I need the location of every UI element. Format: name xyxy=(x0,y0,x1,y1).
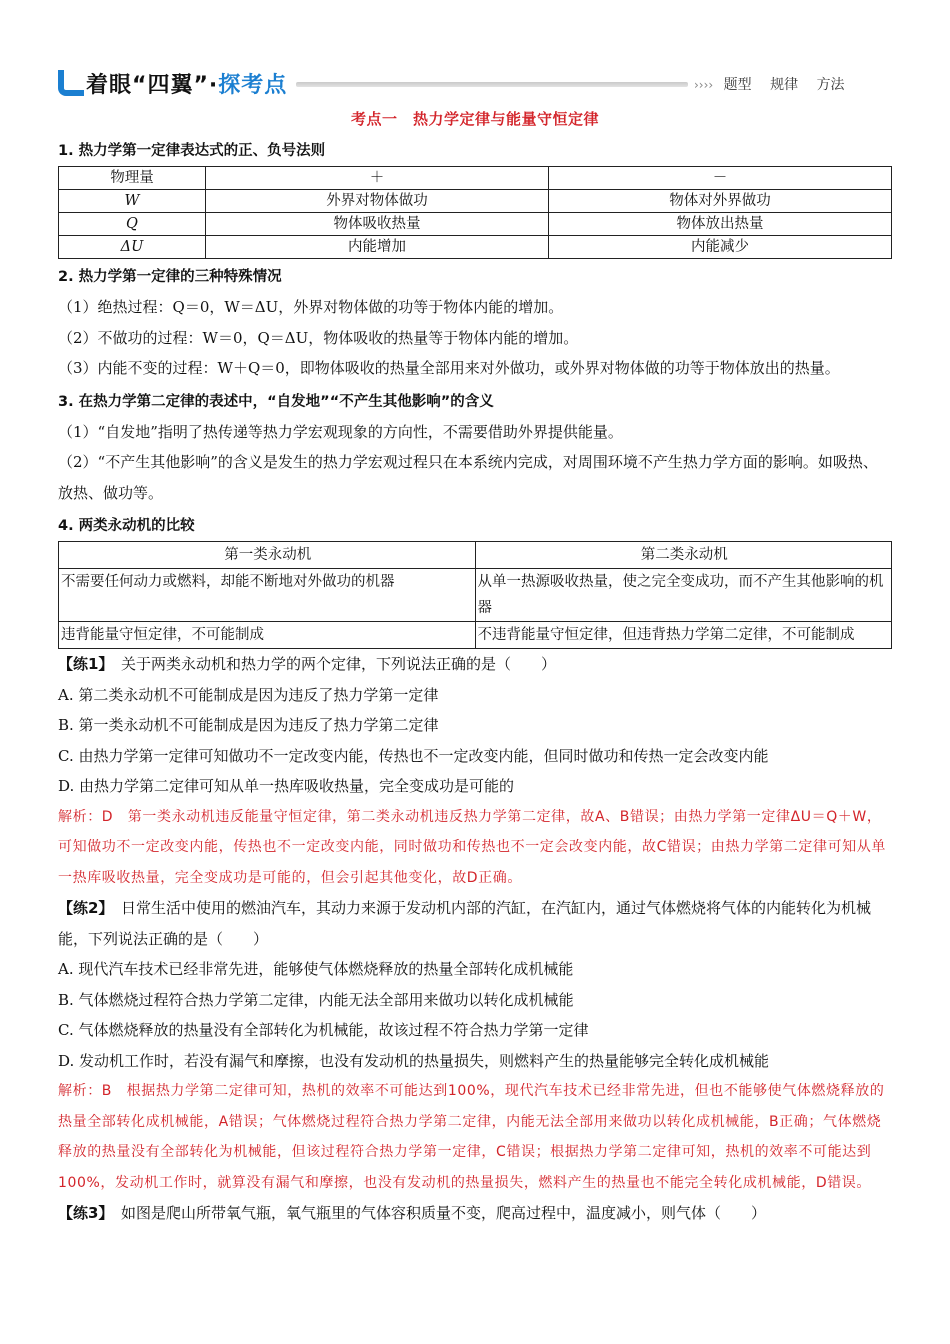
table-cell: ΔU xyxy=(59,236,206,259)
exercise-question: 如图是爬山所带氧气瓶，氧气瓶里的气体容积质量不变，爬高过程中，温度减小，则气体（ ） xyxy=(105,1204,766,1222)
exercise-2-answer xyxy=(58,1076,892,1198)
option-c: C. 气体燃烧释放的热量没有全部转化为机械能，故该过程不符合热力学第一定律 xyxy=(58,1021,589,1039)
meaning-item: （2）“不产生其他影响”的含义是发生的热力学宏观过程只在本系统内完成，对周围环境不产生热力学方面的影响。如吸热、放热、做功等。 xyxy=(58,453,878,502)
table-header-cell: 第一类永动机 xyxy=(59,542,476,569)
logo-bracket-icon xyxy=(58,70,84,96)
answer-text: 根据热力学第二定律可知，热机的效率不可能达到100%，现代汽车技术已经非常先进，但也不能够使气体燃烧释放的热量全部转化成机械能，A错误；气体燃烧过程符合热力学第二定律，内能无法全部用来做功以转化成机械能，B正确；气体燃烧释放的热量没有全部转化为机械能，但该过程符合热力学第一定律，C错误；根据热力学第二定律可知，热机的效率不可能达到100%，发动机工作时，就算没有漏气和摩擦，也没有发动机的热量损失，燃料产生的热量也不能完全转化成机械能，D错误。 xyxy=(58,1083,885,1191)
table-header-cell: 物理量 xyxy=(59,167,206,190)
heading-4: 4. 两类永动机的比较 xyxy=(58,518,195,534)
option-b: B. 气体燃烧过程符合热力学第二定律，内能无法全部用来做功以转化成机械能 xyxy=(58,990,574,1009)
perpetual-motion-table xyxy=(58,541,892,649)
table-row xyxy=(59,213,892,236)
answer-text: 第一类永动机违反能量守恒定律，第二类永动机违反热力学第二定律，故A、B错误；由热力学第一定律ΔU＝Q＋W，可知做功不一定改变内能，传热也不一定改变内能，同时做功和传热也不一定会改变内能，故C错误；由热力学第二定律可知从单一热库吸收热量，完全变成功是可能的，但会引起其他变化，故D正确。 xyxy=(58,808,886,886)
option-c: C. 由热力学第一定律可知做功不一定改变内能，传热也不一定改变内能，但同时做功和传热一定会改变内能 xyxy=(58,746,769,765)
table-cell: 外界对物体做功 xyxy=(206,190,549,213)
tag-question-type: 题型 xyxy=(723,77,752,93)
table-cell: 内能减少 xyxy=(549,236,892,259)
banner-divider xyxy=(296,82,688,87)
page xyxy=(58,62,892,1229)
sign-rule-table xyxy=(58,166,892,259)
special-case-item: （1）绝热过程：Q＝0，W＝ΔU，外界对物体做的功等于物体内能的增加。 xyxy=(58,298,564,316)
exercise-question: 日常生活中使用的燃油汽车，其动力来源于发动机内部的汽缸，在汽缸内，通过气体燃烧将气体的内能转化为机械能，下列说法正确的是（ ） xyxy=(58,899,871,948)
option-b: B. 第一类永动机不可能制成是因为违反了热力学第二定律 xyxy=(58,716,439,734)
table-cell: 违背能量守恒定律，不可能制成 xyxy=(59,622,476,649)
exercise-1-answer xyxy=(58,802,892,894)
special-case-item: （2）不做功的过程：W＝0，Q＝ΔU，物体吸收的热量等于物体内能的增加。 xyxy=(58,328,579,347)
banner-title xyxy=(86,68,287,99)
special-case-item: （3）内能不变的过程：W＋Q＝0，即物体吸收的热量全部用来对外做功，或外界对物体做的功等于物体放出的热量。 xyxy=(58,359,840,377)
table-header-cell: ＋ xyxy=(206,167,549,190)
exercise-label: 【练1】 xyxy=(58,655,106,673)
table-cell: 物体对外界做功 xyxy=(549,190,892,213)
table-header-row xyxy=(59,542,892,569)
option-a: A. 第二类永动机不可能制成是因为违反了热力学第一定律 xyxy=(58,685,439,704)
table-cell: 物体放出热量 xyxy=(549,213,892,236)
exercise-2-stem xyxy=(58,893,892,954)
table-row xyxy=(59,569,892,622)
exercise-question: 关于两类永动机和热力学的两个定律，下列说法正确的是（ ） xyxy=(105,655,556,673)
header-banner xyxy=(58,62,892,102)
table-cell: 物体吸收热量 xyxy=(206,213,549,236)
meaning-item: （1）“自发地”指明了热传递等热力学宏观现象的方向性，不需要借助外界提供能量。 xyxy=(58,422,623,441)
table-cell: W xyxy=(59,190,206,213)
tag-rules: 规律 xyxy=(770,77,799,93)
option-d: D. 由热力学第二定律可知从单一热库吸收热量，完全变成功是可能的 xyxy=(58,777,515,795)
table-cell: 从单一热源吸收热量，使之完全变成功，而不产生其他影响的机器 xyxy=(475,569,892,622)
banner-tags xyxy=(694,74,859,94)
chevron-right-icon: ›››› xyxy=(694,78,714,92)
heading-3: 3. 在热力学第二定律的表述中，“自发地”“不产生其他影响”的含义 xyxy=(58,393,494,410)
answer-lead: 解析：B xyxy=(58,1083,113,1099)
table-header-row xyxy=(59,167,892,190)
table-cell: Q xyxy=(59,213,206,236)
exercise-3-stem xyxy=(58,1198,892,1229)
table-cell: 不需要任何动力或燃料，却能不断地对外做功的机器 xyxy=(59,569,476,622)
banner-title-accent: 探考点 xyxy=(218,73,288,98)
exercise-label: 【练3】 xyxy=(58,1204,106,1222)
tag-methods: 方法 xyxy=(816,77,845,93)
table-header-cell: 第二类永动机 xyxy=(475,542,892,569)
option-a: A. 现代汽车技术已经非常先进，能够使气体燃烧释放的热量全部转化成机械能 xyxy=(58,960,574,978)
exercise-1-stem xyxy=(58,649,892,680)
table-row xyxy=(59,190,892,213)
exercise-label: 【练2】 xyxy=(58,899,106,917)
table-cell: 内能增加 xyxy=(206,236,549,259)
answer-lead: 解析：D xyxy=(58,808,114,825)
banner-title-main: 着眼“四翼”· xyxy=(86,73,219,98)
heading-2: 2. 热力学第一定律的三种特殊情况 xyxy=(58,269,282,285)
heading-1: 1. 热力学第一定律表达式的正、负号法则 xyxy=(58,143,326,159)
section-title: 考点一 热力学定律与能量守恒定律 xyxy=(350,110,599,128)
table-row xyxy=(59,236,892,259)
table-header-cell: － xyxy=(549,167,892,190)
table-cell: 不违背能量守恒定律，但违背热力学第二定律，不可能制成 xyxy=(475,622,892,649)
option-d: D. 发动机工作时，若没有漏气和摩擦，也没有发动机的热量损失，则燃料产生的热量能够完全转化成机械能 xyxy=(58,1051,770,1070)
table-row xyxy=(59,622,892,649)
